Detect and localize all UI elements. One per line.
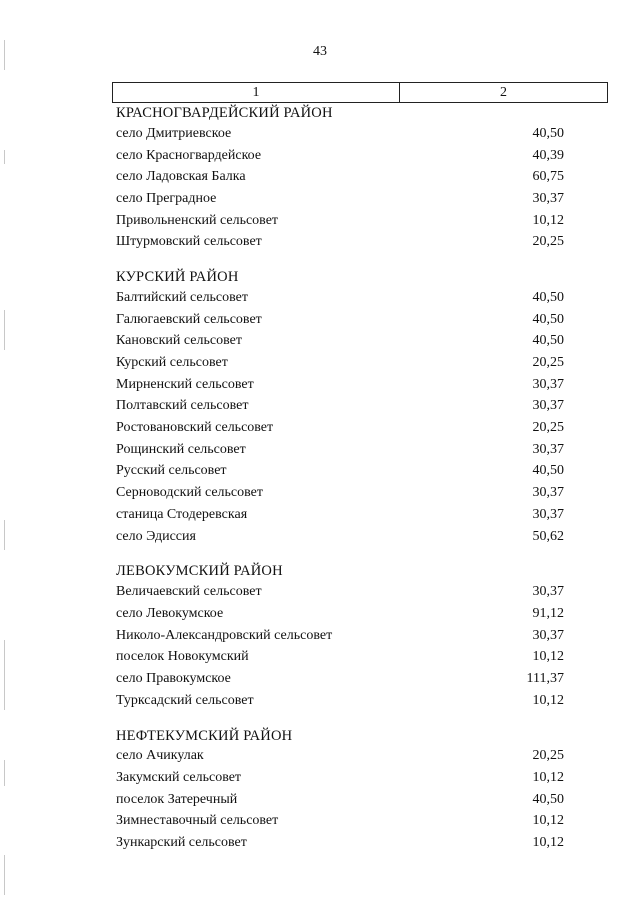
column-header-1: 1 [113, 83, 400, 102]
settlement-value: 40,50 [532, 463, 564, 479]
settlement-value: 50,62 [532, 528, 564, 544]
settlement-value: 20,25 [532, 234, 564, 250]
settlement-value: 10,12 [532, 692, 564, 708]
settlement-value: 30,37 [532, 627, 564, 643]
table-row [116, 581, 564, 603]
settlement-name: село Дмитриевское [116, 125, 232, 141]
settlement-name: станица Стодеревская [116, 506, 248, 522]
table-row [116, 832, 564, 854]
settlement-value: 60,75 [532, 169, 564, 185]
settlement-name: село Преградное [116, 190, 217, 206]
settlement-value: 40,50 [532, 791, 564, 807]
settlement-value: 30,37 [532, 190, 564, 206]
table-row [116, 145, 564, 167]
table-row [116, 417, 564, 439]
table-row [116, 526, 564, 548]
section-gap [116, 253, 564, 267]
settlement-value: 10,12 [532, 835, 564, 851]
settlement-name: село Ладовская Балка [116, 169, 246, 185]
settlement-name: Полтавский сельсовет [116, 398, 249, 414]
table-row [116, 352, 564, 374]
settlement-value: 20,25 [532, 420, 564, 436]
settlement-name: Закумский сельсовет [116, 770, 242, 786]
district-title: НЕФТЕКУМСКИЙ РАЙОН [116, 727, 293, 744]
table-header [112, 82, 608, 103]
table-row [116, 309, 564, 331]
settlement-name: село Ачикулак [116, 748, 204, 764]
district-section [116, 726, 564, 854]
settlement-name: Ростовановский сельсовет [116, 420, 274, 436]
district-section [116, 267, 564, 547]
district-table-body [116, 103, 564, 854]
settlement-value: 10,12 [532, 649, 564, 665]
settlement-value: 30,37 [532, 485, 564, 501]
settlement-name: поселок Новокумский [116, 649, 249, 665]
settlement-name: Галюгаевский сельсовет [116, 311, 262, 327]
table-row [116, 231, 564, 253]
settlement-value: 30,37 [532, 376, 564, 392]
table-row [116, 331, 564, 353]
settlement-name: Русский сельсовет [116, 463, 227, 479]
settlement-name: Курский сельсовет [116, 355, 228, 371]
settlement-name: Мирненский сельсовет [116, 376, 254, 392]
table-row [116, 374, 564, 396]
settlement-name: Привольненский сельсовет [116, 212, 279, 228]
settlement-name: Штурмовский сельсовет [116, 234, 262, 250]
settlement-name: поселок Затеречный [116, 791, 238, 807]
table-row [116, 123, 564, 145]
table-row [116, 396, 564, 418]
scan-margin-marks [4, 0, 6, 905]
page-number: 43 [313, 44, 327, 59]
settlement-name: Балтийский сельсовет [116, 289, 249, 305]
settlement-value: 40,50 [532, 289, 564, 305]
settlement-value: 40,50 [532, 125, 564, 141]
table-row [116, 690, 564, 712]
table-row [116, 210, 564, 232]
table-row [116, 811, 564, 833]
district-section [116, 103, 564, 253]
table-row [116, 789, 564, 811]
table-row [116, 188, 564, 210]
table-row [116, 166, 564, 188]
settlement-value: 30,37 [532, 506, 564, 522]
settlement-name: село Красногвардейское [116, 147, 262, 163]
settlement-name: село Эдиссия [116, 528, 196, 544]
table-row [116, 287, 564, 309]
table-row [116, 767, 564, 789]
table-row [116, 482, 564, 504]
table-row [116, 746, 564, 768]
settlement-value: 30,37 [532, 584, 564, 600]
settlement-name: Зимнеставочный сельсовет [116, 813, 279, 829]
settlement-name: село Правокумское [116, 670, 231, 686]
table-row [116, 439, 564, 461]
table-row [116, 625, 564, 647]
settlement-name: Зункарский сельсовет [116, 835, 247, 851]
settlement-value: 10,12 [532, 212, 564, 228]
section-gap [116, 547, 564, 561]
settlement-name: Серноводский сельсовет [116, 485, 263, 501]
section-gap [116, 712, 564, 726]
settlement-name: Величаевский сельсовет [116, 584, 262, 600]
settlement-name: Николо-Александровский сельсовет [116, 627, 333, 643]
settlement-value: 30,37 [532, 441, 564, 457]
settlement-name: Турксадский сельсовет [116, 692, 254, 708]
settlement-name: село Левокумское [116, 605, 224, 621]
settlement-value: 40,50 [532, 333, 564, 349]
settlement-value: 91,12 [532, 605, 564, 621]
column-header-2: 2 [500, 84, 507, 100]
settlement-value: 20,25 [532, 355, 564, 371]
district-title: ЛЕВОКУМСКИЙ РАЙОН [116, 563, 283, 580]
table-row [116, 504, 564, 526]
table-row [116, 461, 564, 483]
district-title: КРАСНОГВАРДЕЙСКИЙ РАЙОН [116, 105, 333, 121]
district-title: КУРСКИЙ РАЙОН [116, 269, 239, 286]
settlement-value: 40,50 [532, 311, 564, 327]
settlement-value: 10,12 [532, 813, 564, 829]
settlement-value: 111,37 [526, 670, 564, 686]
settlement-value: 40,39 [532, 147, 564, 163]
settlement-value: 30,37 [532, 398, 564, 414]
settlement-value: 10,12 [532, 770, 564, 786]
settlement-value: 20,25 [532, 748, 564, 764]
settlement-name: Рощинский сельсовет [116, 441, 246, 457]
table-row [116, 668, 564, 690]
table-row [116, 646, 564, 668]
district-section [116, 561, 564, 711]
table-row [116, 603, 564, 625]
settlement-name: Кановский сельсовет [116, 333, 242, 349]
